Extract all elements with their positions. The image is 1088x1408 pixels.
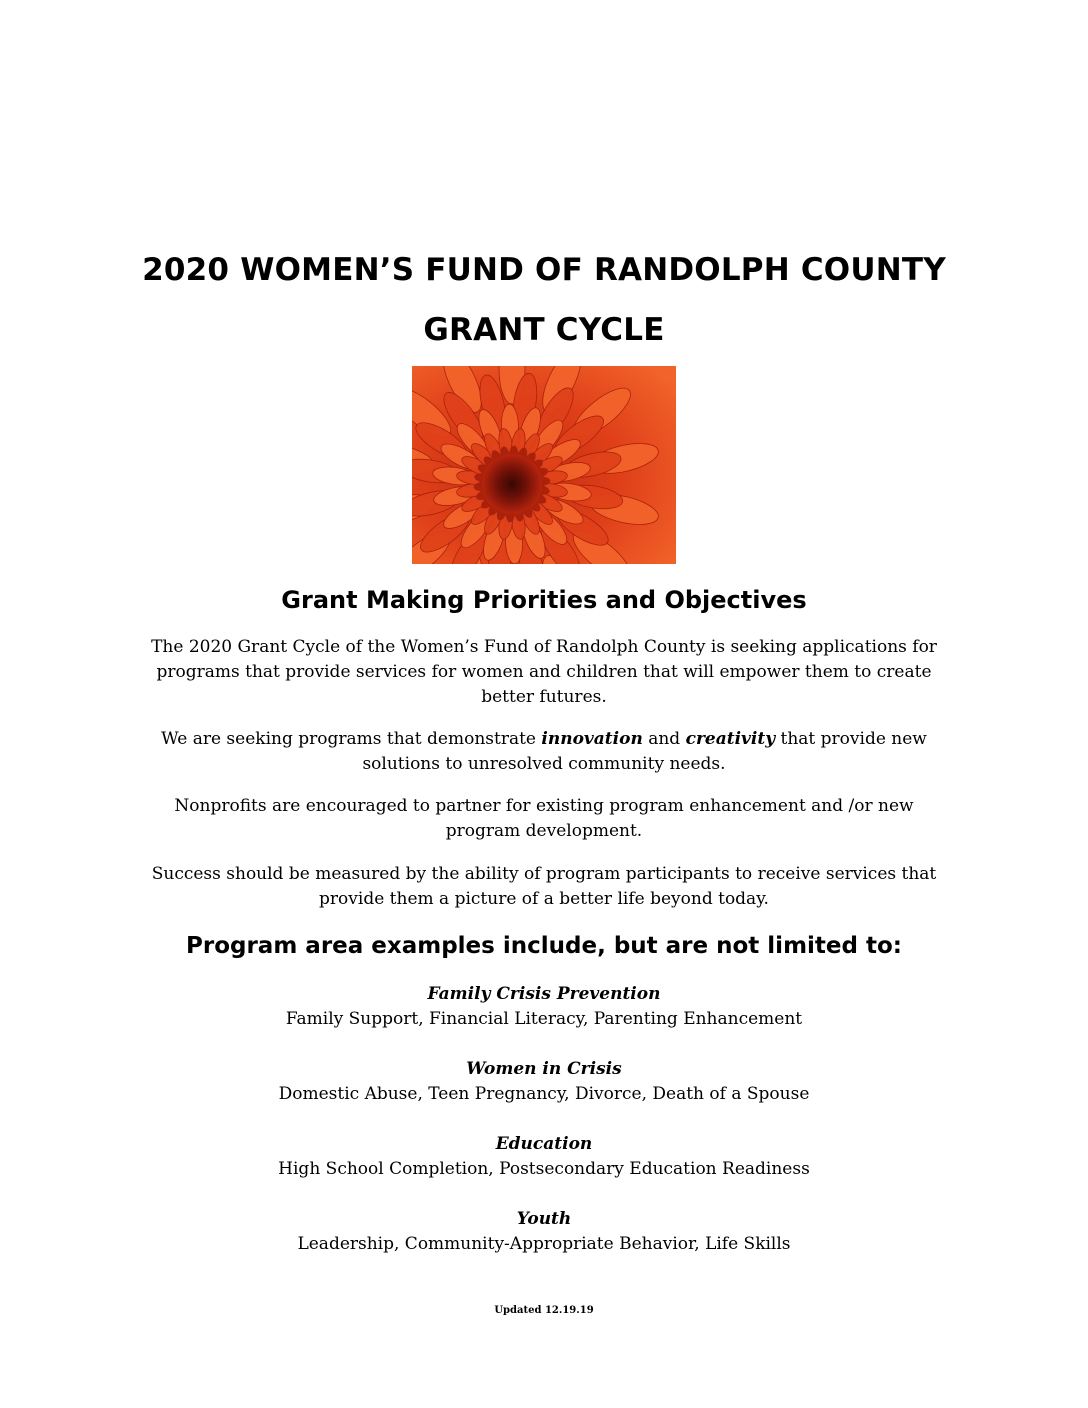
paragraph-success: Success should be measured by the ability of program participants to receive services that provide them a picture of a better life beyond today. [151,864,937,909]
emphasis-innovation: innovation [541,729,643,749]
paragraph-partnership: Nonprofits are encouraged to partner for existing program enhancement and /or new program development. [174,796,914,841]
program-area-title: Women in Crisis [466,1059,622,1079]
program-area-title: Youth [516,1209,572,1229]
document-title-line-2: GRANT CYCLE [423,312,665,348]
program-area-description: Domestic Abuse, Teen Pregnancy, Divorce, Death of a Spouse [278,1084,810,1104]
emphasis-creativity: creativity [685,729,776,749]
program-area-title: Education [495,1134,593,1154]
program-area-title: Family Crisis Prevention [427,984,661,1004]
chrysanthemum-image [412,366,676,564]
program-areas-heading: Program area examples include, but are not limited to: [186,933,902,959]
document-title-line-1: 2020 WOMEN’S FUND OF RANDOLPH COUNTY [142,252,946,288]
section-heading: Grant Making Priorities and Objectives [281,586,807,614]
program-area-description: Leadership, Community-Appropriate Behavior, Life Skills [297,1234,791,1254]
paragraph-text: that provide new solutions to unresolved community needs. [362,729,927,774]
updated-date-footer: Updated 12.19.19 [494,1305,594,1316]
program-area-description: High School Completion, Postsecondary Education Readiness [278,1159,810,1179]
paragraph-innovation [150,727,938,777]
paragraph-text: and [642,729,686,749]
program-area-description: Family Support, Financial Literacy, Parenting Enhancement [285,1009,803,1029]
paragraph-text: We are seeking programs that demonstrate [161,729,542,749]
paragraph-intro: The 2020 Grant Cycle of the Women’s Fund of Randolph County is seeking applications for programs that provide services for women and children that will empower them to create better futures. [151,637,937,707]
